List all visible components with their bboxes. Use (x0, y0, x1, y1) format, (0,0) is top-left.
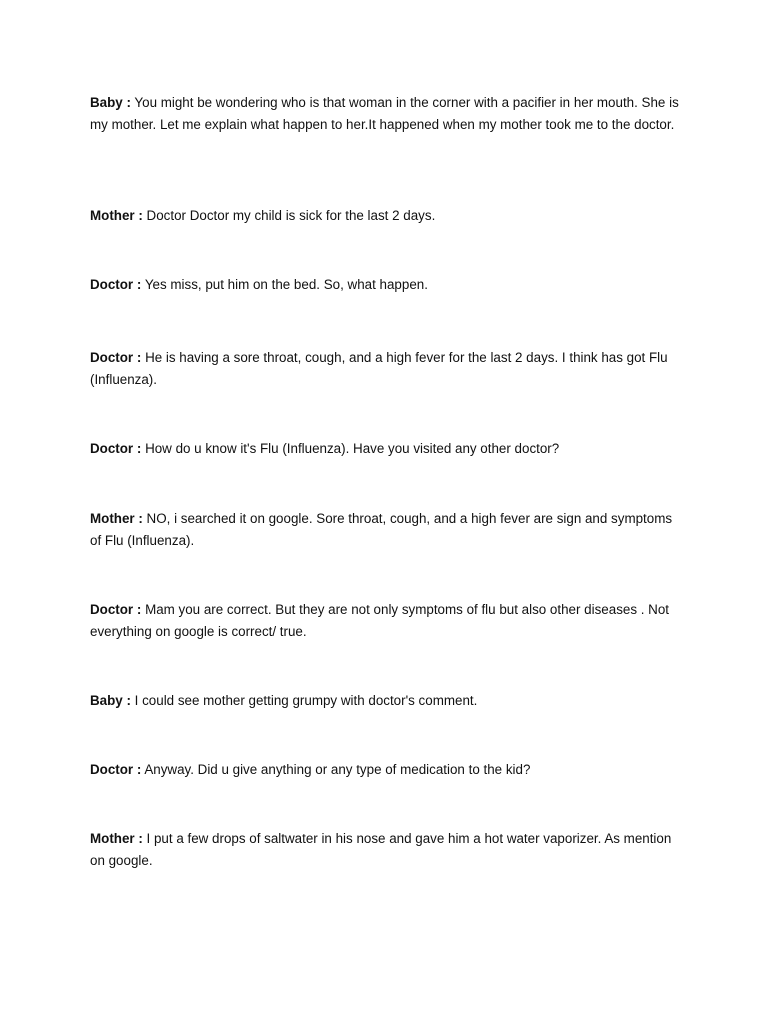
dialogue-text: You might be wondering who is that woman in the corner with a pacifier in her mouth. She is my mother. Let me explain what happen to her.It happened when my mother took me to the doctor. (90, 95, 679, 132)
dialogue-text: Anyway. Did u give anything or any type of medication to the kid? (141, 762, 531, 777)
speaker-label: Doctor : (90, 602, 142, 617)
dialogue-line (90, 599, 680, 643)
speaker-label: Doctor : (90, 277, 142, 292)
speaker-label: Baby : (90, 95, 131, 110)
dialogue-line (90, 828, 680, 872)
dialogue-line (90, 759, 680, 781)
dialogue-text: Yes miss, put him on the bed. So, what happen. (141, 277, 428, 292)
dialogue-line (90, 508, 680, 552)
speaker-label: Mother : (90, 208, 143, 223)
dialogue-line (90, 205, 680, 227)
dialogue-text: Mam you are correct. But they are not only symptoms of flu but also other diseases . Not everything on google is correct/ true. (90, 602, 670, 639)
dialogue-line (90, 347, 680, 391)
dialogue-text: I put a few drops of saltwater in his nose and gave him a hot water vaporizer. As mention on google. (90, 831, 672, 868)
dialogue-text: How do u know it's Flu (Influenza). Have you visited any other doctor? (141, 441, 560, 456)
speaker-label: Baby : (90, 693, 131, 708)
speaker-label: Doctor : (90, 441, 142, 456)
dialogue-text: NO, i searched it on google. Sore throat, cough, and a high fever are sign and symptoms of Flu (Influenza). (90, 511, 673, 548)
speaker-label: Doctor : (90, 350, 142, 365)
dialogue-line (90, 438, 680, 460)
speaker-label: Mother : (90, 831, 143, 846)
dialogue-line (90, 274, 680, 296)
speaker-label: Mother : (90, 511, 143, 526)
dialogue-text: Doctor Doctor my child is sick for the last 2 days. (142, 208, 436, 223)
dialogue-line (90, 690, 680, 712)
dialogue-line (90, 92, 680, 136)
dialogue-text: He is having a sore throat, cough, and a high fever for the last 2 days. I think has got Flu (Influenza). (90, 350, 668, 387)
speaker-label: Doctor : (90, 762, 142, 777)
dialogue-text: I could see mother getting grumpy with doctor's comment. (130, 693, 478, 708)
